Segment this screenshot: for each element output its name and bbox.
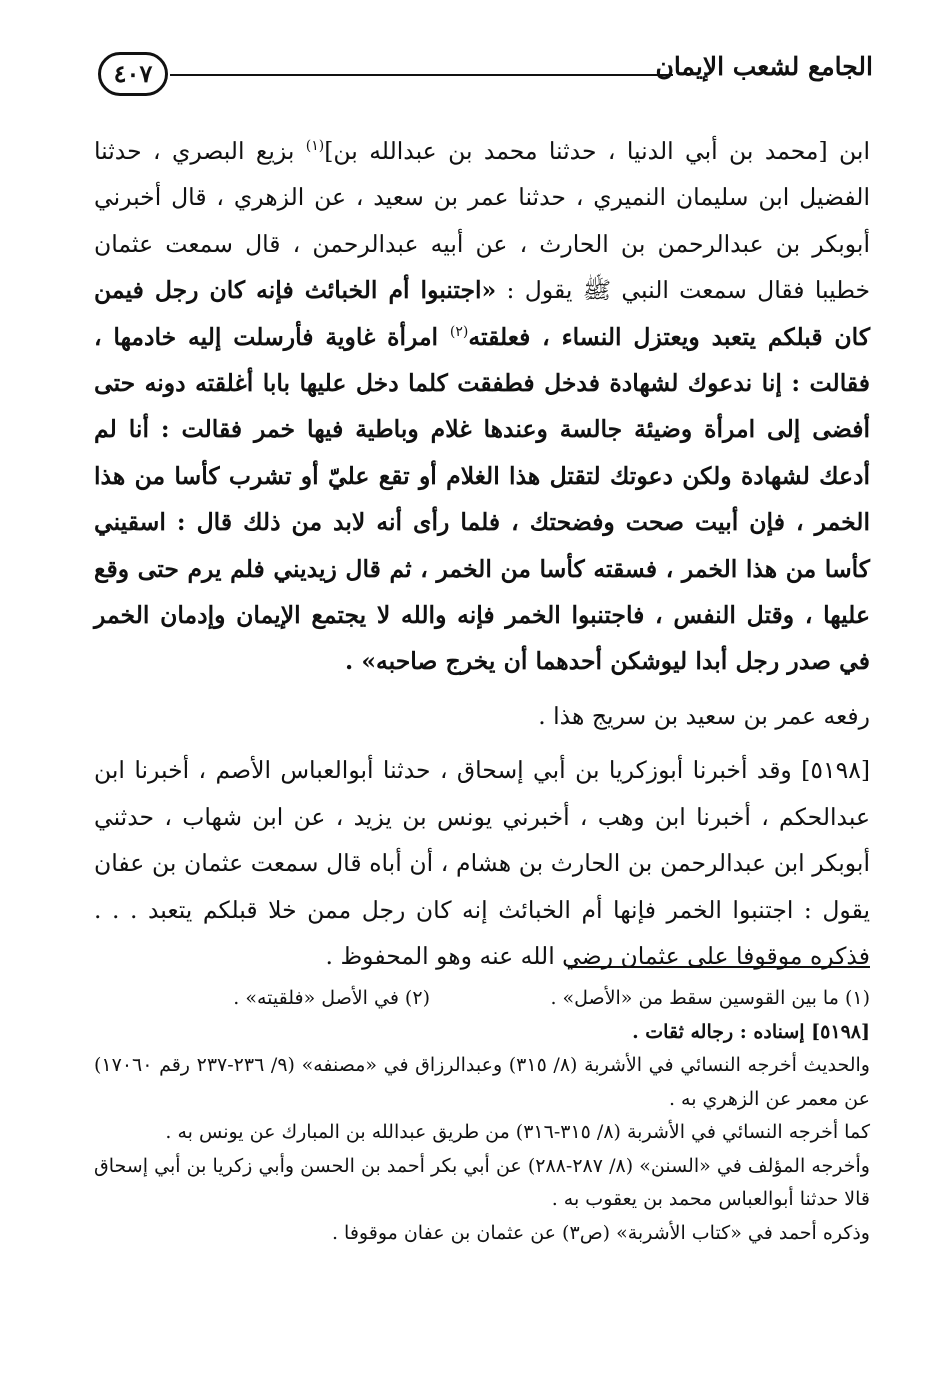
- page-header: [98, 40, 873, 102]
- isnad-continuation: بزيع البصري ، حدثنا الفضيل ابن سليمان النميري ، حدثنا عمر بن سعيد ، عن الزهري ، قال أخبرني أبوبكر بن عبدالرحمن بن الحارث ، عن أبيه عبدالرحمن ، قال سمعت عثمان خطيبا فقال سمعت النبي ﷺ يقول :: [94, 137, 870, 305]
- page-number: ٤٠٧: [98, 52, 168, 96]
- running-title: الجامع لشعب الإيمان: [655, 52, 873, 81]
- paragraph-note: رفعه عمر بن سعيد بن سريج هذا .: [538, 701, 870, 730]
- footnote-1: (١) ما بين القوسين سقط من «الأصل» .: [550, 987, 870, 1009]
- main-text: [94, 128, 870, 979]
- isnad-text: ابن [محمد بن أبي الدنيا ، حدثنا محمد بن عبدالله بن]: [324, 137, 870, 165]
- hadith-quote-part-1: «اجتنبوا أم الخبائث فإنه كان رجل فيمن كان قبلكم يتعبد ويعتزل النساء ، فعلقته: [94, 276, 871, 351]
- footnote-marker-2: (٢): [449, 323, 469, 340]
- takhrij-line-4: وذكره أحمد في «كتاب الأشربة» (ص٣) عن عثمان بن عفان موقوفا .: [331, 1221, 870, 1244]
- takhrij-line-1: والحديث أخرجه النسائي في الأشربة (٨/ ٣١٥) وعبدالرزاق في «مصنفه» (٩/ ٢٣٦-٢٣٧ رقم ١٧٠٦٠) عن معمر عن الزهري به .: [94, 1054, 870, 1110]
- takhrij-line-2: كما أخرجه النسائي في الأشربة (٨/ ٣١٥-٣١٦) من طريق عبدالله بن المبارك عن يونس به .: [165, 1121, 870, 1143]
- isnad-note: [94, 1016, 870, 1050]
- footnote-row: [94, 982, 870, 1016]
- footnote-2: (٢) في الأصل «فلقيته» .: [233, 987, 430, 1009]
- paragraph-hadith-5198: [٥١٩٨] وقد أخبرنا أبوزكريا بن أبي إسحاق ، حدثنا أبوالعباس الأصم ، أخبرنا ابن عبدالحكم ، أخبرنا ابن وهب ، أخبرني يونس بن يزيد ، عن ابن شهاب ، حدثني أبوبكر ابن عبدالرحمن بن الحارث بن هشام ، أن أباه قال سمعت عثمان بن عفان يقول : اجتنبوا الخمر فإنها أم الخبائث إنه كان رجل ممن خلا قبلكم يتعبد . . . فذكره موقوفا على عثمان رضي الله عنه وهو المحفوظ .: [94, 756, 870, 970]
- footnotes: [94, 982, 870, 1250]
- takhrij-line-3: وأخرجه المؤلف في «السنن» (٨/ ٢٨٧-٢٨٨) عن أبي بكر أحمد بن الحسن وأبي زكريا بن أبي إسحاق قالا حدثنا أبوالعباس محمد بن يعقوب به .: [94, 1154, 870, 1210]
- footnote-marker-1: (١): [305, 138, 325, 155]
- hadith-quote-part-2: امرأة غاوية فأرسلت إليه خادمها ، فقالت : إنا ندعوك لشهادة فدخل فطفقت كلما دخل عليها بابا أغلقته دونه حتى أفضى إلى امرأة وضيئة جالسة وعندها غلام وباطية فيها خمر فقالت : أنا لم أدعك لشهادة ولكن دعوتك لتقتل هذا الغلام أو تقع عليّ أو تشرب كأسا من هذا الخمر ، فإن أبيت صحت وفضحتك ، فلما رأى أنه لابد من ذلك قال : اسقيني كأسا من هذا الخمر ، فسقته كأسا من الخمر ، ثم قال زيديني فلم يرم حتى وقع عليها ، وقتل النفس ، فاجتنبوا الخمر فإنه والله لا يجتمع الإيمان وإدمان الخمر في صدر رجل أبدا ليوشكن أحدهما أن يخرج صاحبه» .: [94, 322, 870, 676]
- paragraph-hadith: [94, 128, 870, 685]
- isnad-label: [٥١٩٨] إسناده :: [739, 1020, 870, 1043]
- footnote-separator: [568, 966, 870, 968]
- isnad-verdict: رجاله ثقات .: [632, 1020, 740, 1043]
- header-rule: [170, 74, 673, 76]
